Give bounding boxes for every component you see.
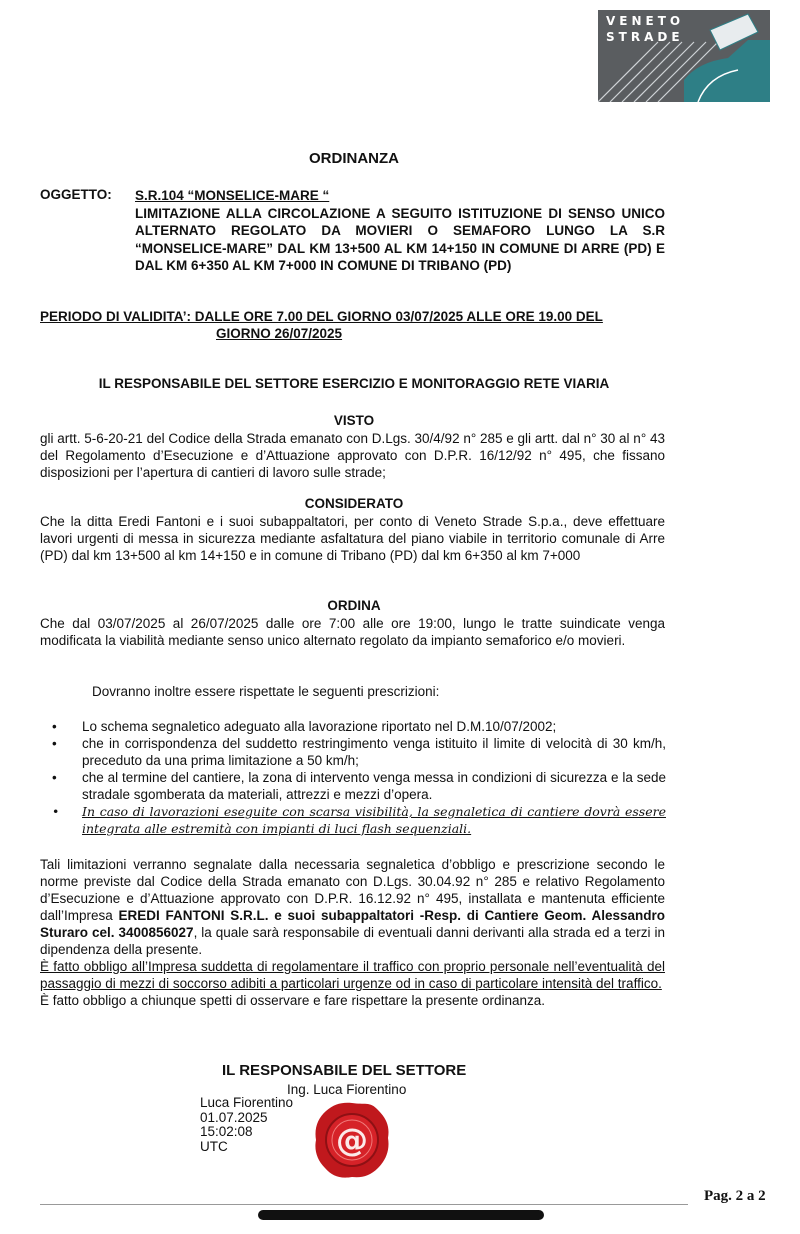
- list-item: [52, 803, 666, 837]
- list-item-text: In caso di lavorazioni eseguite con scarsa visibilità, la segnaletica di cantiere dovrà essere integrata alle estremità con impianti di luci flash sequenziali.: [82, 804, 666, 836]
- considerato-text: Che la ditta Eredi Fantoni e i suoi subappaltatori, per conto di Veneto Strade S.p.a., deve effettuare lavori urgenti di messa in sicurezza mediante asfaltatura del piano viabile in territorio comunale di Arre (PD) dal km 13+500 al km 14+150 e in comune di Tribano (PD) dal km 6+350 al km 7+000: [40, 514, 665, 563]
- obbligo-generale: È fatto obbligo a chiunque spetti di osservare e fare rispettare la presente ordinanza.: [40, 993, 546, 1008]
- wax-seal-icon: [312, 1100, 392, 1180]
- seal-symbol: @: [336, 1121, 368, 1159]
- ordina-text: Che dal 03/07/2025 al 26/07/2025 dalle ore 7:00 alle ore 19:00, lungo le tratte suindicate venga modificata la viabilità mediante senso unico alternato regolato da impianto semaforico e/o movieri.: [40, 616, 665, 648]
- footer-divider: [40, 1204, 688, 1205]
- stamp-date: 01.07.2025: [200, 1109, 268, 1125]
- responsabile-heading: IL RESPONSABILE DEL SETTORE ESERCIZIO E MONITORAGGIO RETE VIARIA: [98, 376, 610, 391]
- list-item-text: che al termine del cantiere, la zona di intervento venga messa in condizioni di sicurezza e la sede stradale sgomberata da materiali, attrezzi e mezzi d’opera.: [82, 770, 666, 802]
- oggetto-block: [135, 187, 665, 275]
- final-text-c: , la quale sarà responsabile di eventuali danni derivanti alla strada ed a terzi in dipendenza della presente.: [40, 925, 665, 957]
- bullet-dot: •: [52, 770, 57, 785]
- oggetto-text: LIMITAZIONE ALLA CIRCOLAZIONE A SEGUITO ISTITUZIONE DI SENSO UNICO ALTERNATO REGOLATO DA MOVIERI O SEMAFORO LUNGO LA S.R “MONSELICE-MARE” DAL KM 13+500 AL KM 14+150 IN COMUNE DI ARRE (PD) E DAL KM 6+350 AL KM 7+000 IN COMUNE DI TRIBANO (PD): [135, 205, 665, 273]
- periodo-line-2: GIORNO 26/07/2025: [216, 326, 343, 341]
- periodo-validita: [40, 308, 670, 342]
- list-item-text: Lo schema segnaletico adeguato alla lavorazione riportato nel D.M.10/07/2002;: [82, 719, 557, 734]
- stamp-time: 15:02:08: [200, 1124, 253, 1139]
- signature-heading: IL RESPONSABILE DEL SETTORE: [222, 1062, 467, 1079]
- prescrizioni-intro: Dovranno inoltre essere rispettate le seguenti prescrizioni:: [92, 684, 440, 699]
- ordina-heading: ORDINA: [327, 598, 381, 613]
- stamp-timezone: UTC: [200, 1138, 228, 1154]
- bullet-dot: •: [52, 719, 57, 734]
- bullet-dot: •: [52, 736, 57, 751]
- list-item: [52, 769, 666, 803]
- list-item: [52, 735, 666, 769]
- considerato-heading: CONSIDERATO: [304, 496, 404, 511]
- logo-text-veneto: VENETO: [606, 14, 685, 28]
- visto-text: gli artt. 5-6-20-21 del Codice della Strada emanato con D.Lgs. 30/4/92 n° 285 e gli artt. dal n° 30 al n° 43 del Regolamento d’Esecuzione e d’Attuazione approvato con D.P.R. 16/12/92 n° 495, che fissano disposizioni per l’apertura di cantieri di lavoro sulle strade;: [40, 431, 665, 480]
- stamp-name: Luca Fiorentino: [200, 1095, 294, 1110]
- list-item-text: che in corrispondenza del suddetto restringimento venga istituito il limite di velocità di 30 km/h, preceduto da una prima limitazione a 50 km/h;: [82, 736, 666, 768]
- periodo-line-1: PERIODO DI VALIDITA’: DALLE ORE 7.00 DEL GIORNO 03/07/2025 ALLE ORE 19.00 DEL: [40, 309, 603, 324]
- final-text-a: Tali limitazioni verranno segnalate dalla necessaria segnaletica d’obbligo e prescrizione secondo le norme previste dal Codice della Strada emanato con D.Lgs. 30.04.92 n° 285 e relativo Regolamento d’Esecuzione e d’Attuazione approvato con D.P.R. 16.12.92 n° 495, installata e mantenuta efficiente dall’Impresa: [40, 857, 665, 923]
- page-number: Pag. 2 a 2: [704, 1188, 766, 1204]
- impresa-name: EREDI FANTONI S.R.L. e suoi subappaltatori -Resp. di Cantiere Geom. Alessandro Sturaro cel. 3400856027: [40, 908, 666, 940]
- oggetto-label: OGGETTO:: [40, 187, 112, 202]
- oggetto-road: S.R.104 “MONSELICE-MARE “: [135, 188, 330, 203]
- list-item: [52, 718, 666, 735]
- home-indicator[interactable]: [258, 1210, 544, 1220]
- obbligo-impresa: È fatto obbligo all’Impresa suddetta di regolamentare il traffico con proprio personale nell’eventualità del passaggio di mezzi di soccorso adibiti a particolari urgenze od in caso di particolare intensità del traffico.: [40, 959, 665, 991]
- visto-heading: VISTO: [333, 413, 375, 428]
- digital-signature-stamp: [200, 1096, 293, 1154]
- signature-name: Ing. Luca Fiorentino: [287, 1082, 407, 1097]
- final-paragraph: [40, 856, 665, 1009]
- bullet-dot: •: [52, 804, 60, 819]
- veneto-strade-logo: [598, 10, 770, 102]
- prescrizioni-list: [52, 718, 666, 837]
- document-title: ORDINANZA: [309, 150, 399, 167]
- logo-text-strade: STRADE: [606, 30, 684, 44]
